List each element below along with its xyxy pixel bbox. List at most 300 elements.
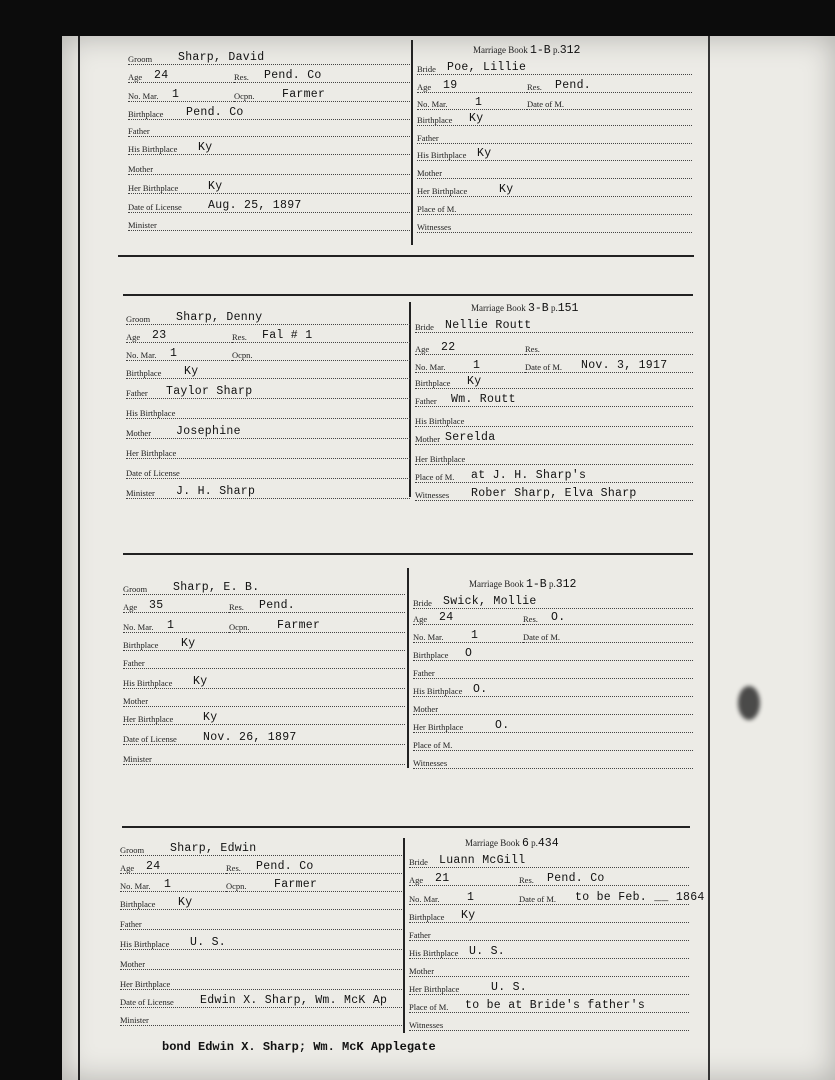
groom-father-field-label: Father — [128, 126, 150, 136]
bride-date-of-m-field-value: to be Feb. __ 1864 — [575, 891, 705, 904]
bride-her-birthplace-field-label: Her Birthplace — [415, 454, 466, 464]
bride-father-field-label: Father — [413, 668, 435, 678]
page-number: 312 — [559, 44, 581, 57]
bride-bride-field-label: Bride — [413, 598, 432, 608]
groom-no-mar-field — [126, 348, 232, 362]
bride-his-birthplace-field-value: U. S. — [469, 945, 506, 958]
groom-no-mar-field-label: No. Mar. — [128, 91, 159, 101]
bride-res-field — [527, 80, 692, 94]
bride-her-birthplace-field — [415, 452, 693, 466]
groom-her-birthplace-field — [126, 446, 410, 460]
bride-place-of-m-field-value: to be at Bride's father's — [465, 999, 646, 1012]
bride-bride-field — [413, 596, 693, 610]
groom-ocpn-field — [226, 879, 402, 893]
bride-res-field-value: Pend. — [555, 79, 592, 92]
bride-no-mar-field — [415, 360, 525, 374]
groom-no-mar-field-value: 1 — [172, 88, 180, 101]
groom-res-field-label: Res. — [232, 332, 247, 342]
dotted-line — [126, 438, 410, 439]
groom-birthplace-field-value: Ky — [184, 365, 199, 378]
bride-place-of-m-field-label: Place of M. — [413, 740, 453, 750]
bride-place-of-m-field — [415, 470, 693, 484]
groom-no-mar-field-label: No. Mar. — [120, 881, 151, 891]
bride-father-field — [415, 394, 693, 408]
groom-father-field — [128, 124, 410, 138]
groom-res-field — [229, 600, 405, 614]
marriage-book-number: 1-B — [525, 578, 547, 591]
bride-her-birthplace-field-label: Her Birthplace — [409, 984, 460, 994]
groom-age-field-value: 35 — [149, 599, 164, 612]
groom-mother-field-value: Josephine — [176, 425, 241, 438]
dotted-line — [413, 750, 693, 751]
groom-groom-field — [120, 843, 402, 857]
groom-date-of-license-field-value: Nov. 26, 1897 — [203, 731, 297, 744]
dotted-line — [409, 922, 689, 923]
bride-age-field — [417, 80, 527, 94]
bride-his-birthplace-field-label: His Birthplace — [415, 416, 465, 426]
bond-note: bond Edwin X. Sharp; Wm. McK Applegate — [162, 1040, 436, 1054]
bride-no-mar-field-value: 1 — [471, 629, 479, 642]
bride-place-of-m-field — [409, 1000, 689, 1014]
dotted-line — [126, 498, 410, 499]
bride-birthplace-field — [409, 910, 689, 924]
bride-no-mar-field-value: 1 — [467, 891, 475, 904]
dotted-line — [128, 174, 410, 175]
groom-minister-field-label: Minister — [120, 1015, 149, 1025]
dotted-line — [120, 909, 402, 910]
groom-his-birthplace-field-label: His Birthplace — [123, 678, 173, 688]
bride-res-field-label: Res. — [523, 614, 538, 624]
bride-age-field-label: Age — [417, 82, 432, 92]
groom-birthplace-field — [123, 638, 405, 652]
groom-birthplace-field-label: Birthplace — [120, 899, 156, 909]
bride-bride-field — [415, 320, 693, 334]
groom-res-field-label: Res. — [234, 72, 249, 82]
bride-witnesses-field — [409, 1018, 689, 1032]
bride-res-field-label: Res. — [519, 875, 534, 885]
groom-age-field — [120, 861, 226, 875]
bride-her-birthplace-field — [417, 184, 692, 198]
groom-birthplace-field-label: Birthplace — [126, 368, 162, 378]
page-number: 312 — [555, 578, 577, 591]
groom-ocpn-field-value: Farmer — [277, 619, 321, 632]
bride-father-field-label: Father — [415, 396, 437, 406]
bride-mother-field-value: Serelda — [445, 431, 496, 444]
dotted-line — [413, 624, 523, 625]
groom-res-field — [234, 70, 410, 84]
dotted-line — [128, 64, 410, 65]
groom-age-field-label: Age — [128, 72, 143, 82]
bride-father-field-label: Father — [417, 133, 439, 143]
groom-res-field-value: Pend. — [259, 599, 296, 612]
bride-no-mar-field-label: No. Mar. — [417, 99, 448, 109]
groom-ocpn-field-label: Ocpn. — [234, 91, 255, 101]
bride-date-of-m-field-value: Nov. 3, 1917 — [581, 359, 668, 372]
groom-groom-field-value: Sharp, David — [178, 51, 265, 64]
bride-age-field-value: 24 — [439, 611, 454, 624]
groom-mother-field — [123, 694, 405, 708]
bride-his-birthplace-field — [417, 148, 692, 162]
card-border-line — [123, 294, 693, 296]
bride-witnesses-field-label: Witnesses — [409, 1020, 444, 1030]
bride-witnesses-field-value: Rober Sharp, Elva Sharp — [471, 487, 637, 500]
groom-no-mar-field-label: No. Mar. — [123, 622, 154, 632]
card-border-line — [123, 553, 693, 555]
bride-his-birthplace-field — [409, 946, 689, 960]
bride-birthplace-field-value: Ky — [469, 112, 484, 125]
groom-date-of-license-field-value: Aug. 25, 1897 — [208, 199, 302, 212]
dotted-line — [417, 125, 692, 126]
bride-bride-field-label: Bride — [417, 64, 436, 74]
dotted-line — [413, 768, 693, 769]
bride-mother-field — [417, 166, 692, 180]
bride-mother-field — [415, 432, 693, 446]
groom-birthplace-field-value: Ky — [178, 896, 193, 909]
groom-birthplace-field — [126, 366, 410, 380]
dotted-line — [226, 873, 402, 874]
page-number: 151 — [557, 302, 579, 315]
dotted-line — [123, 650, 405, 651]
groom-date-of-license-field — [128, 200, 410, 214]
dotted-line — [413, 678, 693, 679]
groom-no-mar-field — [120, 879, 226, 893]
groom-her-birthplace-field — [120, 977, 402, 991]
groom-mother-field — [128, 162, 410, 176]
groom-her-birthplace-field — [123, 712, 405, 726]
dotted-line — [126, 324, 410, 325]
page-label: p. — [531, 838, 538, 848]
page-binding-edge — [78, 36, 80, 1080]
bride-his-birthplace-field-value: O. — [473, 683, 488, 696]
bride-res-field — [519, 873, 689, 887]
groom-his-birthplace-field — [128, 142, 410, 156]
dotted-line — [409, 885, 519, 886]
dotted-line — [120, 1025, 402, 1026]
bride-no-mar-field — [409, 892, 519, 906]
groom-mother-field-label: Mother — [128, 164, 154, 174]
groom-her-birthplace-field-label: Her Birthplace — [123, 714, 174, 724]
bride-witnesses-field — [413, 756, 693, 770]
groom-his-birthplace-field-value: U. S. — [190, 936, 227, 949]
bride-place-of-m-field-label: Place of M. — [415, 472, 455, 482]
groom-mother-field-label: Mother — [120, 959, 146, 969]
dotted-line — [123, 668, 405, 669]
dotted-line — [120, 855, 402, 856]
bride-age-field — [409, 873, 519, 887]
bride-witnesses-field — [417, 220, 692, 234]
groom-groom-field-label: Groom — [126, 314, 151, 324]
groom-res-field-value: Pend. Co — [256, 860, 314, 873]
marriage-book-number: 1-B — [529, 44, 551, 57]
bride-bride-field — [409, 855, 689, 869]
groom-age-field — [128, 70, 234, 84]
bride-bride-field-label: Bride — [415, 322, 434, 332]
groom-birthplace-field — [120, 897, 402, 911]
bride-date-of-m-field — [523, 630, 693, 644]
groom-his-birthplace-field-value: Ky — [198, 141, 213, 154]
dotted-line — [417, 92, 527, 93]
groom-no-mar-field-value: 1 — [164, 878, 172, 891]
groom-no-mar-field-value: 1 — [170, 347, 178, 360]
dotted-line — [413, 714, 693, 715]
bride-birthplace-field — [417, 113, 692, 127]
groom-ocpn-field-value: Farmer — [282, 88, 326, 101]
marriage-book-number: 3-B — [527, 302, 549, 315]
groom-date-of-license-field — [126, 466, 410, 480]
groom-minister-field — [123, 752, 405, 766]
groom-ocpn-field-label: Ocpn. — [229, 622, 250, 632]
bride-res-field-label: Res. — [525, 344, 540, 354]
marriage-book-ref — [469, 578, 576, 591]
bride-father-field-value: Wm. Routt — [451, 393, 516, 406]
groom-his-birthplace-field — [120, 937, 402, 951]
bride-res-field-value: O. — [551, 611, 566, 624]
bride-age-field-value: 21 — [435, 872, 450, 885]
groom-minister-field — [126, 486, 410, 500]
groom-birthplace-field-value: Pend. Co — [186, 106, 244, 119]
dotted-line — [123, 764, 405, 765]
groom-father-field — [123, 656, 405, 670]
bride-his-birthplace-field — [413, 684, 693, 698]
groom-no-mar-field — [128, 89, 234, 103]
bride-res-field — [525, 342, 693, 356]
dotted-line — [415, 354, 525, 355]
groom-her-birthplace-field-value: Ky — [208, 180, 223, 193]
groom-minister-field-label: Minister — [126, 488, 155, 498]
dotted-line — [417, 232, 692, 233]
dotted-line — [525, 354, 693, 355]
groom-ocpn-field — [232, 348, 410, 362]
groom-age-field-value: 23 — [152, 329, 167, 342]
bride-her-birthplace-field — [413, 720, 693, 734]
groom-his-birthplace-field — [126, 406, 410, 420]
groom-ocpn-field — [229, 620, 405, 634]
bride-witnesses-field-label: Witnesses — [413, 758, 448, 768]
groom-mother-field — [120, 957, 402, 971]
dotted-line — [415, 388, 693, 389]
groom-date-of-license-field-label: Date of License — [123, 734, 177, 744]
bride-birthplace-field-label: Birthplace — [415, 378, 451, 388]
groom-ocpn-field — [234, 89, 410, 103]
groom-res-field — [232, 330, 410, 344]
bride-his-birthplace-field — [415, 414, 693, 428]
dotted-line — [409, 1030, 689, 1031]
bride-age-field-label: Age — [415, 344, 430, 354]
bride-date-of-m-field-label: Date of M. — [523, 632, 561, 642]
groom-groom-field — [123, 582, 405, 596]
dotted-line — [126, 378, 410, 379]
marriage-book-ref — [471, 302, 578, 315]
groom-date-of-license-field-label: Date of License — [120, 997, 174, 1007]
marriage-book-label: Marriage Book — [473, 45, 528, 55]
dotted-line — [120, 969, 402, 970]
dotted-line — [123, 594, 405, 595]
marriage-book-ref — [473, 44, 580, 57]
groom-age-field — [123, 600, 229, 614]
groom-groom-field-label: Groom — [123, 584, 148, 594]
marriage-book-number: 6 — [521, 837, 529, 850]
dotted-line — [417, 143, 692, 144]
dotted-line — [128, 82, 234, 83]
groom-minister-field-value: J. H. Sharp — [176, 485, 256, 498]
groom-groom-field-label: Groom — [120, 845, 145, 855]
groom-groom-field-value: Sharp, E. B. — [173, 581, 260, 594]
groom-her-birthplace-field — [128, 181, 410, 195]
groom-minister-field-label: Minister — [128, 220, 157, 230]
dotted-line — [409, 976, 689, 977]
bride-birthplace-field-label: Birthplace — [417, 115, 453, 125]
dotted-line — [527, 92, 692, 93]
groom-her-birthplace-field-label: Her Birthplace — [120, 979, 171, 989]
bride-mother-field-label: Mother — [415, 434, 441, 444]
bride-her-birthplace-field-label: Her Birthplace — [413, 722, 464, 732]
bride-place-of-m-field-label: Place of M. — [417, 204, 457, 214]
groom-no-mar-field-label: No. Mar. — [126, 350, 157, 360]
groom-date-of-license-field-value: Edwin X. Sharp, Wm. McK Ap — [200, 994, 388, 1007]
bride-her-birthplace-field-value: O. — [495, 719, 510, 732]
bride-date-of-m-field-label: Date of M. — [519, 894, 557, 904]
bride-witnesses-field-label: Witnesses — [415, 490, 450, 500]
bride-witnesses-field — [415, 488, 693, 502]
groom-no-mar-field-value: 1 — [167, 619, 175, 632]
bride-father-field — [409, 928, 689, 942]
bride-age-field-value: 22 — [441, 341, 456, 354]
card-border-line — [122, 826, 690, 828]
groom-ocpn-field-label: Ocpn. — [232, 350, 253, 360]
bride-her-birthplace-field-value: U. S. — [491, 981, 528, 994]
dotted-line — [128, 230, 410, 231]
column-divider — [407, 568, 409, 768]
groom-her-birthplace-field-value: Ky — [203, 711, 218, 724]
bride-her-birthplace-field-label: Her Birthplace — [417, 186, 468, 196]
groom-res-field-value: Fal # 1 — [262, 329, 313, 342]
groom-date-of-license-field-label: Date of License — [128, 202, 182, 212]
dotted-line — [120, 873, 226, 874]
groom-mother-field-label: Mother — [126, 428, 152, 438]
page-label: p. — [550, 303, 558, 313]
dotted-line — [232, 342, 410, 343]
bride-date-of-m-field-label: Date of M. — [527, 99, 565, 109]
groom-birthplace-field-label: Birthplace — [128, 109, 164, 119]
bride-birthplace-field-value: Ky — [467, 375, 482, 388]
bride-bride-field-value: Nellie Routt — [445, 319, 532, 332]
bride-date-of-m-field — [519, 891, 705, 906]
groom-his-birthplace-field — [123, 676, 405, 690]
bride-bride-field-value: Swick, Mollie — [443, 595, 537, 608]
bride-birthplace-field — [413, 648, 693, 662]
bride-date-of-m-field — [525, 360, 693, 374]
bride-birthplace-field-value: O — [465, 647, 473, 660]
groom-father-field-label: Father — [126, 388, 148, 398]
bride-birthplace-field — [415, 376, 693, 390]
groom-res-field — [226, 861, 402, 875]
groom-groom-field — [128, 52, 410, 66]
column-divider — [403, 838, 405, 1033]
dotted-line — [128, 119, 410, 120]
bride-his-birthplace-field-label: His Birthplace — [417, 150, 467, 160]
dotted-line — [120, 929, 402, 930]
bride-no-mar-field-value: 1 — [473, 359, 481, 372]
groom-mother-field-label: Mother — [123, 696, 149, 706]
bride-father-field-label: Father — [409, 930, 431, 940]
page-number: 434 — [537, 837, 559, 850]
bride-age-field — [415, 342, 525, 356]
bride-no-mar-field-label: No. Mar. — [415, 362, 446, 372]
bride-witnesses-field-label: Witnesses — [417, 222, 452, 232]
bride-birthplace-field-value: Ky — [461, 909, 476, 922]
bride-res-field — [523, 612, 693, 626]
bride-res-field-label: Res. — [527, 82, 542, 92]
bride-bride-field — [417, 62, 692, 76]
bride-her-birthplace-field-value: Ky — [499, 183, 514, 196]
marriage-book-label: Marriage Book — [465, 838, 520, 848]
groom-age-field-label: Age — [120, 863, 135, 873]
groom-groom-field — [126, 312, 410, 326]
bride-age-field-value: 19 — [443, 79, 458, 92]
groom-his-birthplace-field-label: His Birthplace — [128, 144, 178, 154]
bride-bride-field-value: Luann McGill — [439, 854, 526, 867]
bride-bride-field-label: Bride — [409, 857, 428, 867]
groom-age-field — [126, 330, 232, 344]
groom-ocpn-field-value: Farmer — [274, 878, 318, 891]
bride-place-of-m-field-value: at J. H. Sharp's — [471, 469, 587, 482]
dotted-line — [229, 612, 405, 613]
bride-bride-field-value: Poe, Lillie — [447, 61, 527, 74]
marriage-book-label: Marriage Book — [471, 303, 526, 313]
bride-age-field — [413, 612, 523, 626]
bride-mother-field-label: Mother — [413, 704, 439, 714]
groom-res-field-label: Res. — [226, 863, 241, 873]
bride-birthplace-field-label: Birthplace — [413, 650, 449, 660]
bride-place-of-m-field — [417, 202, 692, 216]
bride-no-mar-field-label: No. Mar. — [413, 632, 444, 642]
bride-age-field-label: Age — [409, 875, 424, 885]
groom-date-of-license-field — [120, 995, 402, 1009]
groom-age-field-value: 24 — [154, 69, 169, 82]
dotted-line — [409, 940, 689, 941]
groom-mother-field — [126, 426, 410, 440]
bride-date-of-m-field — [527, 97, 692, 111]
dotted-line — [413, 660, 693, 661]
marriage-book-ref — [465, 837, 559, 850]
groom-father-field-value: Taylor Sharp — [166, 385, 253, 398]
groom-birthplace-field — [128, 107, 410, 121]
groom-res-field-label: Res. — [229, 602, 244, 612]
bride-no-mar-field-label: No. Mar. — [409, 894, 440, 904]
bride-his-birthplace-field-label: His Birthplace — [413, 686, 463, 696]
groom-father-field-label: Father — [123, 658, 145, 668]
groom-minister-field — [128, 218, 410, 232]
groom-his-birthplace-field-label: His Birthplace — [126, 408, 176, 418]
bride-place-of-m-field — [413, 738, 693, 752]
bride-res-field-value: Pend. Co — [547, 872, 605, 885]
bride-no-mar-field-value: 1 — [475, 96, 483, 109]
dotted-line — [123, 706, 405, 707]
groom-birthplace-field-value: Ky — [181, 637, 196, 650]
bride-mother-field-label: Mother — [417, 168, 443, 178]
dotted-line — [523, 624, 693, 625]
dotted-line — [417, 214, 692, 215]
bride-his-birthplace-field-value: Ky — [477, 147, 492, 160]
groom-age-field-value: 24 — [146, 860, 161, 873]
groom-no-mar-field — [123, 620, 229, 634]
bride-his-birthplace-field-label: His Birthplace — [409, 948, 459, 958]
groom-age-field-label: Age — [126, 332, 141, 342]
bride-age-field-label: Age — [413, 614, 428, 624]
groom-minister-field — [120, 1013, 402, 1027]
groom-her-birthplace-field-label: Her Birthplace — [126, 448, 177, 458]
bride-mother-field-label: Mother — [409, 966, 435, 976]
